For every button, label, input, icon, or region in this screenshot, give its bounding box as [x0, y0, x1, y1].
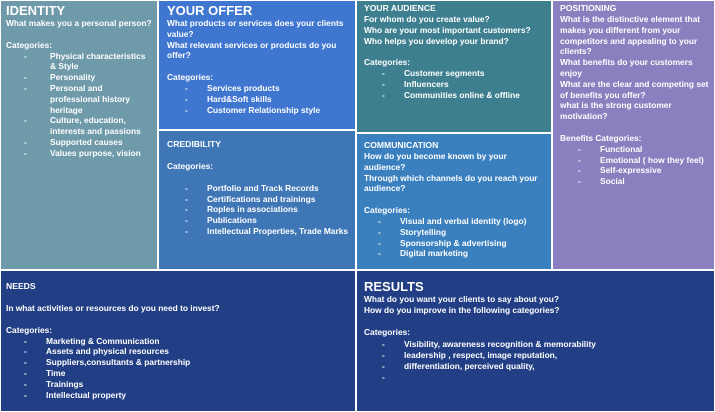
- list-item: - Time: [6, 368, 351, 379]
- credibility-title: CREDIBILITY: [167, 139, 221, 149]
- credibility-block: [158, 130, 356, 270]
- list-item: - Services products: [167, 83, 351, 94]
- positioning-categories-label: Benefits Categories:: [560, 132, 642, 143]
- list-item: - Publications: [167, 215, 351, 226]
- positioning-items: [560, 144, 710, 187]
- audience-block: [356, 0, 552, 133]
- results-block: [356, 270, 715, 412]
- results-categories-label: Categories:: [364, 326, 411, 337]
- audience-question: Who helps you develop your brand?: [364, 35, 509, 46]
- list-item: - Influencers: [364, 79, 547, 90]
- list-item: - Self-expressive: [560, 165, 710, 176]
- list-item: - Roples in associations: [167, 204, 351, 215]
- audience-items: [364, 68, 547, 100]
- audience-question: For whom do you create value?: [364, 14, 490, 24]
- list-item: - Customer segments: [364, 68, 547, 79]
- list-item: - Trainings: [6, 379, 351, 390]
- needs-title: NEEDS: [6, 281, 36, 291]
- results-items: [364, 339, 710, 382]
- list-item: - Intellectual property: [6, 390, 351, 401]
- identity-title: IDENTITY: [6, 3, 66, 18]
- list-item: - Certifications and trainings: [167, 194, 351, 205]
- results-question: How do you improve in the following categories?: [364, 304, 560, 315]
- needs-categories-label: Categories:: [6, 324, 53, 335]
- list-item: - Marketing & Communication: [6, 336, 351, 347]
- offer-title: YOUR OFFER: [167, 3, 253, 18]
- offer-question: What relevant services or products do you offer?: [167, 39, 337, 61]
- list-item: - Culture, education, interests and passions: [6, 115, 153, 137]
- identity-categories-label: Categories:: [6, 39, 53, 50]
- audience-title: YOUR AUDIENCE: [364, 3, 436, 13]
- positioning-question: What benefits do your customers enjoy: [560, 57, 693, 78]
- list-item: - leadership , respect, image reputation,: [364, 350, 710, 361]
- identity-items: [6, 51, 153, 159]
- list-item: - Storytelling: [364, 227, 547, 238]
- list-item: - Sponsorship & advertising: [364, 238, 547, 249]
- positioning-block: [552, 0, 715, 270]
- list-item: - Suppliers,consultants & partnership: [6, 357, 351, 368]
- results-question: What do you want your clients to say about you?: [364, 294, 559, 304]
- offer-categories-label: Categories:: [167, 72, 214, 83]
- list-item: - Digital marketing: [364, 248, 547, 259]
- list-item: - Emotional ( how they feel): [560, 155, 710, 166]
- needs-block: [0, 270, 356, 412]
- offer-block: [158, 0, 356, 130]
- list-item: - Intellectual Properties, Trade Marks: [167, 226, 351, 237]
- list-item: - Portfolio and Track Records: [167, 183, 351, 194]
- communication-title: COMMUNICATION: [364, 140, 439, 150]
- list-item: [364, 372, 710, 383]
- list-item: - Visibility, awareness recognition & memorability: [364, 339, 710, 350]
- offer-items: [167, 83, 351, 115]
- communication-question: How do you become known by your audience?: [364, 151, 507, 172]
- needs-question: In what activities or resources do you need to invest?: [6, 303, 220, 313]
- list-item: - Supported causes: [6, 137, 153, 148]
- positioning-question: What is the distinctive element that makes you different from your competitors and appealing to your clients?: [560, 14, 701, 57]
- offer-question: What products or services does your clients value?: [167, 18, 344, 39]
- audience-question: Who are your most important customers?: [364, 24, 531, 35]
- communication-question: Through which channels do you reach your audience?: [364, 172, 538, 194]
- credibility-items: [167, 183, 351, 237]
- positioning-title: POSITIONING: [560, 3, 617, 13]
- list-item: - Communities online & offline: [364, 90, 547, 101]
- list-item: - differentiation, perceived quality,: [364, 361, 710, 372]
- list-item: - Physical characteristics & Style: [6, 51, 153, 73]
- communication-categories-label: Categories:: [364, 205, 411, 216]
- list-item: - Customer Relationship style: [167, 105, 351, 116]
- needs-items: [6, 336, 351, 401]
- list-item: - Assets and physical resources: [6, 346, 351, 357]
- results-title: RESULTS: [364, 279, 424, 294]
- list-item: - Values purpose, vision: [6, 148, 153, 159]
- list-item: - Visual and verbal identity (logo): [364, 216, 547, 227]
- audience-categories-label: Categories:: [364, 57, 411, 68]
- list-item: - Personal and professional history heritage: [6, 83, 153, 115]
- positioning-question: what is the strong customer motivation?: [560, 100, 672, 122]
- communication-block: [356, 133, 552, 270]
- positioning-question: What are the clear and competing set of benefits you offer?: [560, 78, 709, 100]
- credibility-categories-label: Categories:: [167, 161, 214, 171]
- list-item: - Hard&Soft skills: [167, 94, 351, 105]
- communication-items: [364, 216, 547, 259]
- identity-question: What makes you a personal person?: [6, 18, 152, 28]
- list-item: - Personality: [6, 72, 153, 83]
- list-item: - Functional: [560, 144, 710, 155]
- list-item: - Social: [560, 176, 710, 187]
- identity-block: [0, 0, 158, 270]
